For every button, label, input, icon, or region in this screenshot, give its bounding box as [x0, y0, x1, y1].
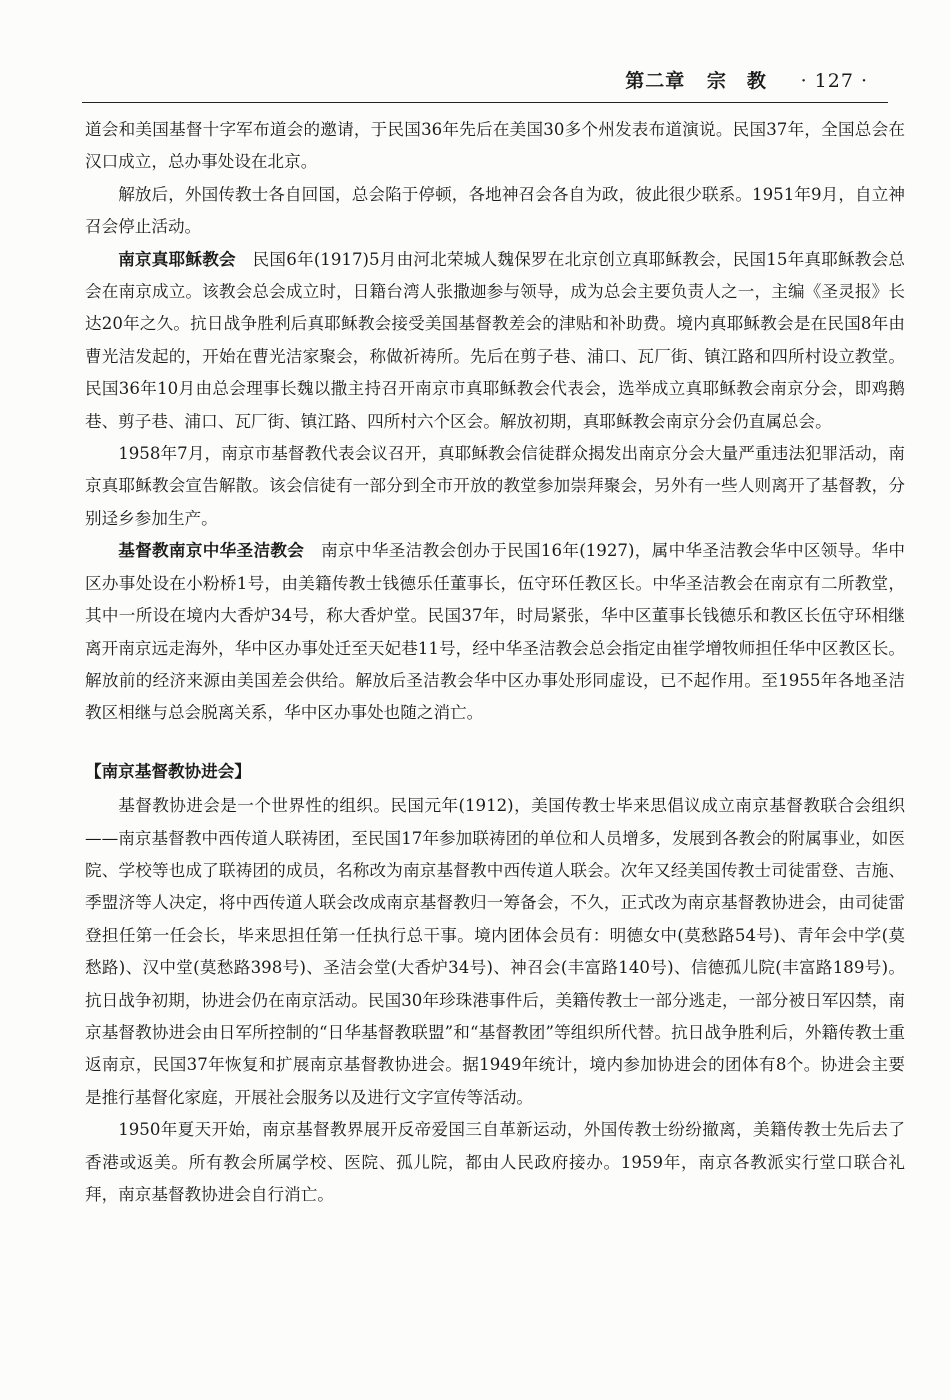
entry-term: 南京真耶稣教会 [118, 249, 236, 269]
paragraph: 解放后，外国传教士各自回国，总会陷于停顿，各地神召会各自为政，彼此很少联系。1951年9月，自立神召会停止活动。 [85, 184, 905, 237]
entry-body: 民国6年(1917)5月由河北荣城人魏保罗在北京创立真耶稣教会，民国15年真耶稣教会总会在南京成立。该教会总会成立时，日籍台湾人张撒迦参与领导，成为总会主要负责人之一，主编《圣灵报》长达20年之久。抗日战争胜利后真耶稣教会接受美国基督教差会的津贴和补助费。境内真耶稣教会是在民国8年由曹光洁发起的，开始在曹光洁家聚会，称做祈祷所。先后在剪子巷、浦口、瓦厂街、镇江路和四所村设立教堂。民国36年10月由总会理事长魏以撒主持召开南京市真耶稣教会代表会，选举成立真耶稣教会南京分会，即鸡鹅巷、剪子巷、浦口、瓦厂街、镇江路、四所村六个区会。解放初期，真耶稣教会南京分会仍直属总会。 [85, 249, 906, 431]
entry-body: 南京中华圣洁教会创办于民国16年(1927)，属中华圣洁教会华中区领导。华中区办事处设在小粉桥1号，由美籍传教士钱德乐任董事长，伍守环任教区长。中华圣洁教会在南京有二所教堂，其中一所设在境内大香炉34号，称大香炉堂。民国37年，时局紧张，华中区董事长钱德乐和教区长伍守环相继离开南京远走海外，华中区办事处迁至天妃巷11号，经中华圣洁教会总会指定由崔学增牧师担任华中区教区长。解放前的经济来源由美国差会供给。解放后圣洁教会华中区办事处形同虚设，已不起作用。至1955年各地圣洁教区相继与总会脱离关系，华中区办事处也随之消亡。 [85, 541, 906, 723]
paragraph: 1950年夏天开始，南京基督教界展开反帝爱国三自革新运动，外国传教士纷纷撤离，美籍传教士先后去了香港或返美。所有教会所属学校、医院、孤儿院，都由人民政府接办。1959年，南京各教派实行堂口联合礼拜，南京基督教协进会自行消亡。 [85, 1120, 905, 1204]
chapter-label: 第二章 [625, 70, 686, 92]
paragraph-holiness-church [85, 535, 905, 729]
page-number: · 127 · [800, 70, 868, 92]
page-body [85, 114, 905, 1211]
paragraph-true-jesus-church [85, 244, 905, 438]
paragraph: 基督教协进会是一个世界性的组织。民国元年(1912)，美国传教士毕来思倡议成立南京基督教联合会组织——南京基督教中西传道人联祷团，至民国17年参加联祷团的单位和人员增多，发展到各教会的附属事业，如医院、学校等也成了联祷团的成员，名称改为南京基督教中西传道人联会。次年又经美国传教士司徒雷登、吉施、季盟济等人决定，将中西传道人联会改成南京基督教归一筹备会，不久，正式改为南京基督教协进会，由司徒雷登担任第一任会长，毕来思担任第一任执行总干事。境内团体会员有：明德女中(莫愁路54号)、青年会中学(莫愁路)、汉中堂(莫愁路398号)、圣洁会堂(大香炉34号)、神召会(丰富路140号)、信德孤儿院(丰富路189号)。抗日战争初期，协进会仍在南京活动。民国30年珍珠港事件后，美籍传教士一部分逃走，一部分被日军囚禁，南京基督教协进会由日军所控制的“日华基督教联盟”和“基督教团”等组织所代替。抗日战争胜利后，外籍传教士重返南京，民国37年恢复和扩展南京基督教协进会。据1949年统计，境内参加协进会的团体有8个。协进会主要是推行基督化家庭，开展社会服务以及进行文字宣传等活动。 [85, 796, 905, 1107]
entry-term: 基督教南京中华圣洁教会 [118, 541, 305, 561]
running-header [82, 62, 888, 103]
paragraph-continued: 道会和美国基督十字军布道会的邀请，于民国36年先后在美国30多个州发表布道演说。民国37年，全国总会在汉口成立，总办事处设在北京。 [85, 120, 905, 172]
chapter-title: 宗 教 [706, 70, 767, 92]
section-heading: 【南京基督教协进会】 [85, 761, 251, 781]
paragraph: 1958年7月，南京市基督教代表会议召开，真耶稣教会信徒群众揭发出南京分会大量严重违法犯罪活动，南京真耶稣教会宣告解散。该会信徒有一部分到全市开放的教堂参加崇拜聚会，另外有一些人则离开了基督教，分别迳乡参加生产。 [85, 444, 905, 528]
header-text [625, 66, 868, 93]
